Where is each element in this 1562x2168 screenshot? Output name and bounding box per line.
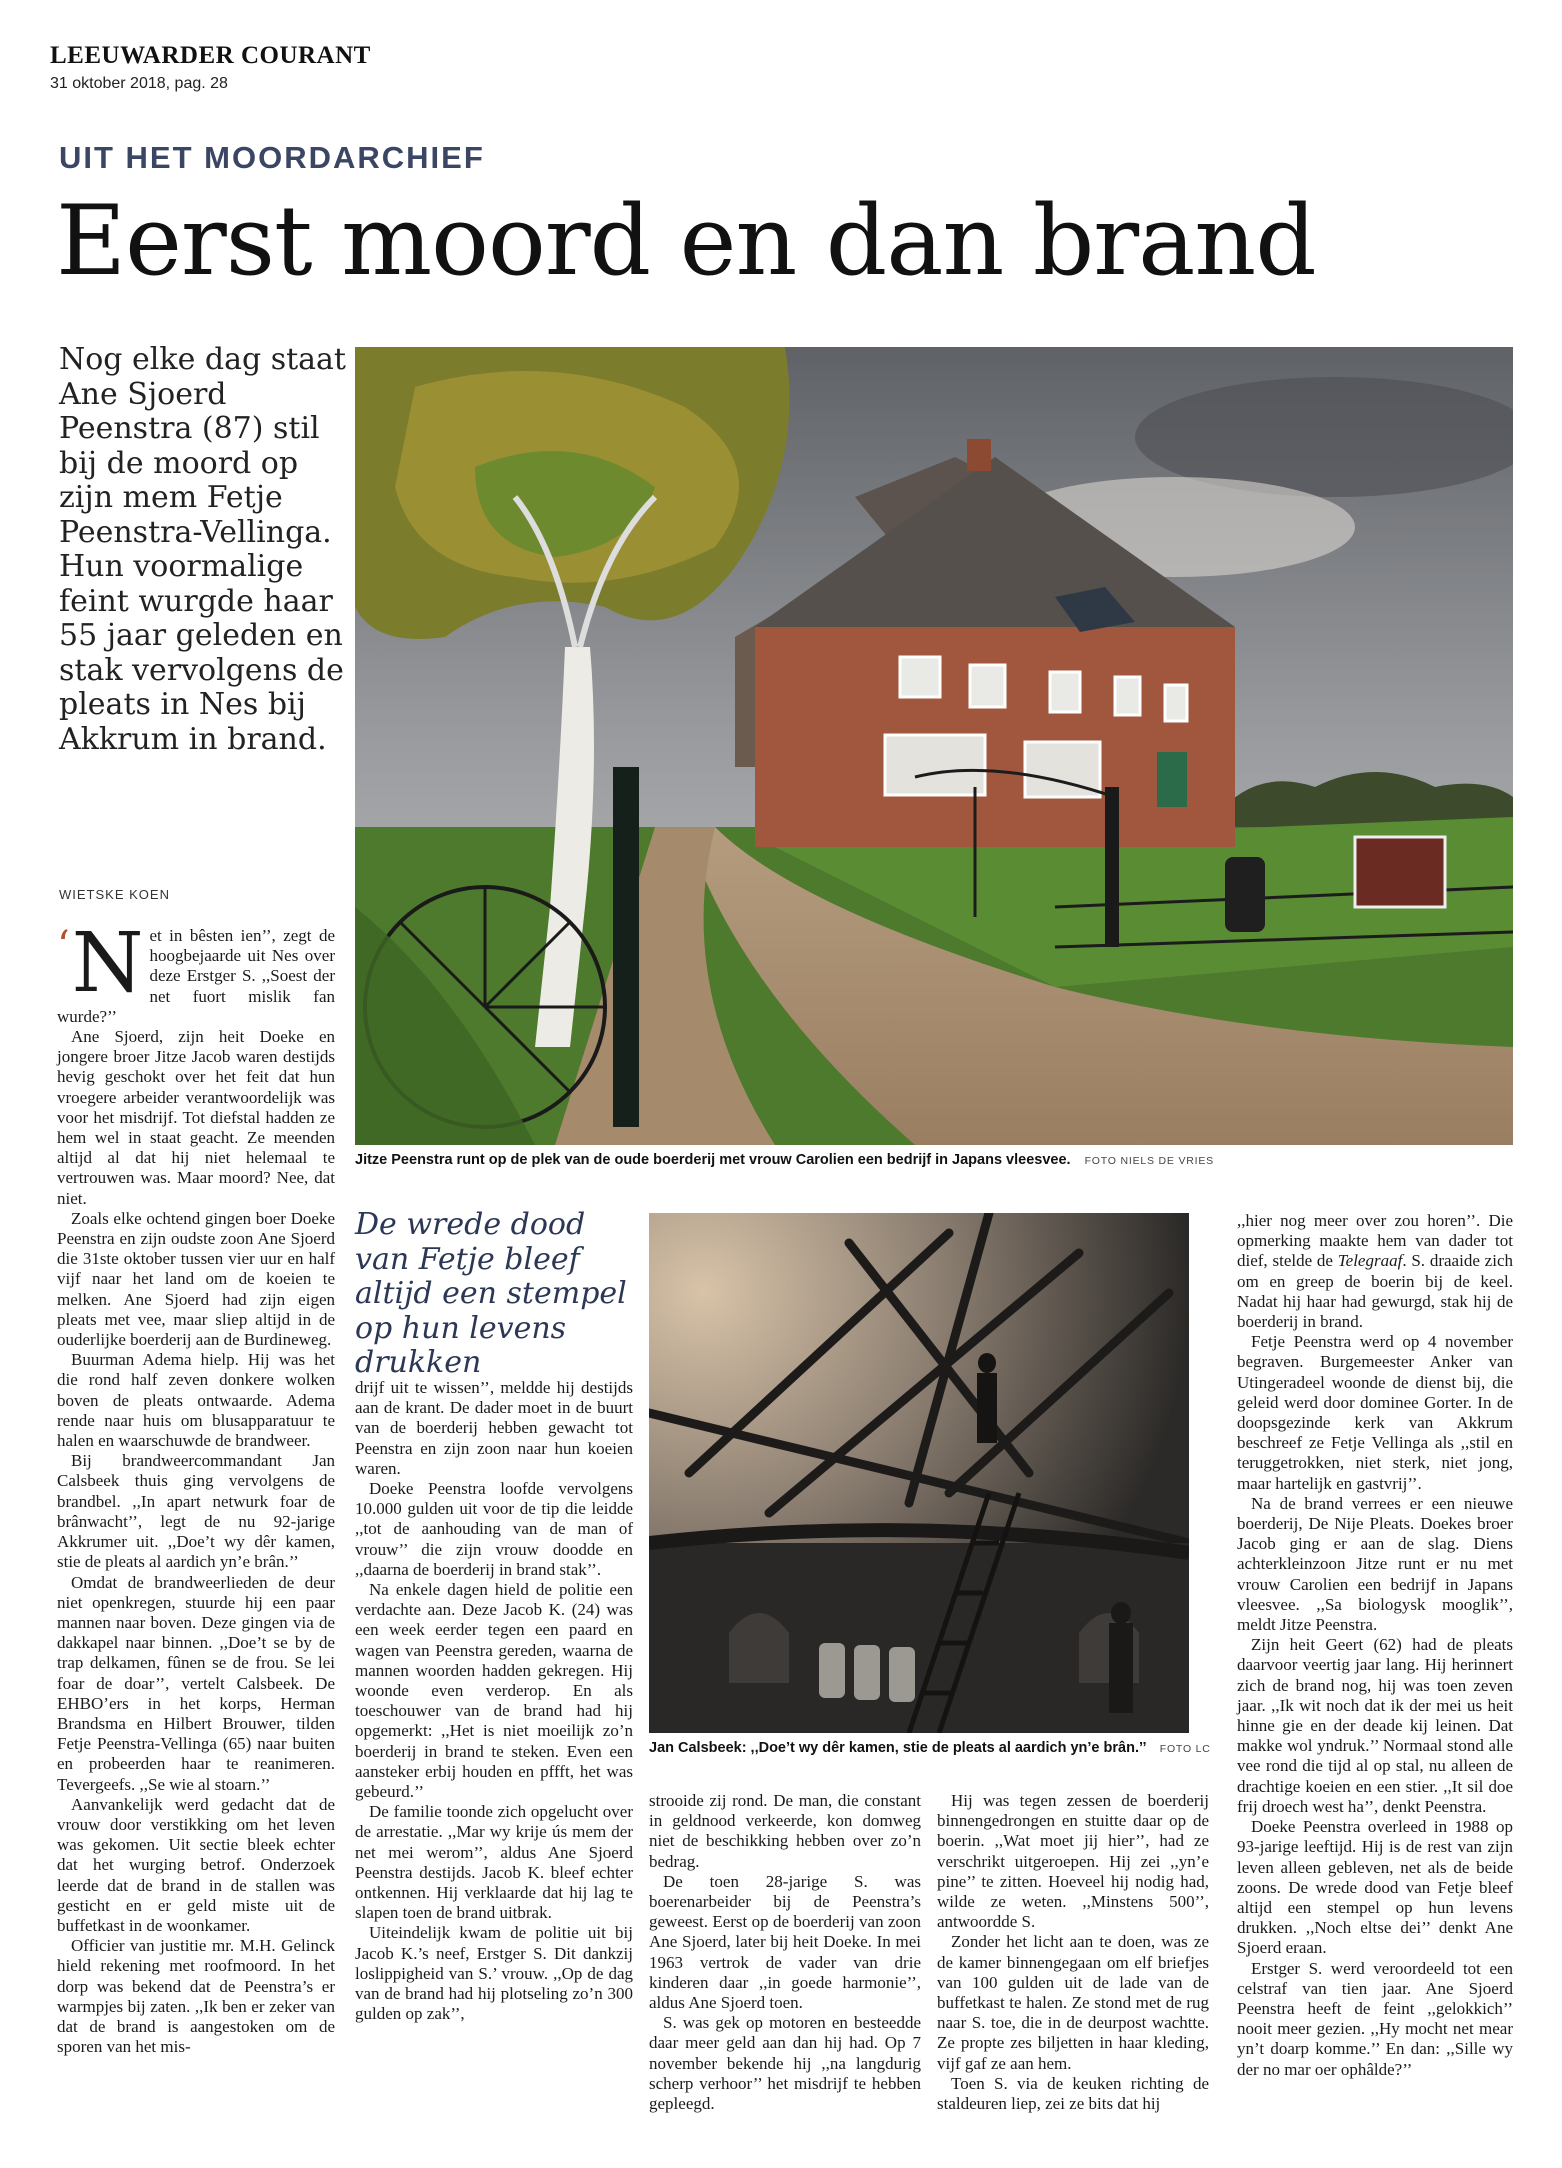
fire-archive-photo [649,1213,1189,1733]
paragraph: De toen 28-jarige S. was boerenarbeider bij de Peenstra’s geweest. Eerst op de boerderij van zoon Ane Sjoerd, later bij heit Doeke. In mei 1963 vertrok de vader van drie kinderen daar ,,in goede harmonie’’, aldus Ane Sjoerd toen. [649,1871,921,2013]
paragraph: Toen S. via de keuken richting de staldeuren liep, zei ze bits dat hij [937,2073,1209,2114]
photo1-caption [355,1152,1214,1168]
article-column-1 [57,916,335,2057]
article-intro: Nog elke dag staat Ane Sjoerd Peenstra (87) stil bij de moord op zijn mem Fetje Peenstra-Vellinga. Hun voormalige feint wurgde haar 55 jaar geleden en stak vervolgens de pleats in Nes bij Akkrum in brand. [59,342,346,757]
paragraph: Doeke Peenstra overleed in 1988 op 93-jarige leeftijd. Hij is de rest van zijn leven alleen gebleven, net als de beide zoons. De wrede dood van Fetje bleef altijd een stempel op hun levens drukken. ,,Noch eltse dei’’ denkt Ane Sjoerd eraan. [1237,1817,1513,1958]
paragraph: strooide zij rond. De man, die constant in geldnood verkeerde, kon domweg niet de beschikking hebben over zo’n bedrag. [649,1791,921,1871]
paragraph: Hij was tegen zessen de boerderij binnengedrongen en stuitte daar op de boerin. ,,Wat moet jij hier’’, had ze verschrikt uitgeroepen. Hij zei ,,yn’e pine’’ te zitten. Hoeveel hij nodig had, wilde ze weten. ,,Minstens 500’’, antwoordde S. [937,1791,1209,1932]
paragraph: Aanvankelijk werd gedacht dat de vrouw door verstikking om het leven was gekomen. Uit sectie bleek echter dat het wurging betrof. Onderzoek leerde dat de brand in de stallen was gesticht en er geld miste uit de buffetkast in de woonkamer. [57,1794,335,1935]
lead-text: et in bêsten ien’’, zegt de hoogbejaarde uit Nes over deze Erstger S. ,,Soest der net fuort mislik fan wurde?’’ [57,926,335,1026]
photo1-caption-text: Jitze Peenstra runt op de plek van de oude boerderij met vrouw Carolien een bedrijf in Japans vleesvee. [355,1152,1071,1168]
paragraph: Fetje Peenstra werd op 4 november begraven. Burgemeester Anker van Utingeradeel woonde de dienst bij, die geleid werd door dominee Gorter. In de doopsgezinde kerk van Akkrum beschreef ze Fetje Vellinga als ,,stil en teruggetrokken, niet sterk, niet jong, maar hartelijk en gastvrij’’. [1237,1332,1513,1493]
section-kicker: UIT HET MOORDARCHIEF [59,140,485,175]
text-run: . S. draaide zich om en greep de boerin bij de keel. Nadat hij haar had gewurgd, stak hij de boerderij in brand. [1237,1251,1513,1332]
article-column-4 [937,1791,1209,2114]
paragraph: S. was gek op motoren en besteedde daar meer geld aan dan hij had. Op 7 november bekende hij ,,na langdurig scherp verhoor’’ het misdrijf te hebben gepleegd. [649,2013,921,2114]
paragraph: Doeke Peenstra loofde vervolgens 10.000 gulden uit voor de tip die leidde ,,tot de aanhouding van de man of vrouw’’ die zijn vrouw doodde en ,,daarna de boerderij in brand stak’’. [355,1479,633,1579]
fire-illustration [649,1213,1189,1733]
paragraph: Omdat de brandweerlieden de deur niet openkregen, stuurde hij een paar mannen naar boven. Deze gingen via de dakkapel naar binnen. ,,Doe’t se by de trap delkamen, fûnen se de frou. Se lei foar de doar’’, vertelt Calsbeek. De EHBO’ers in het korps, Herman Brandsma en Hilbert Brouwer, tilden Fetje Peenstra-Vellinga (65) naar buiten en probeerden haar te reanimeren. Tevergeefs. ,,Se wie al stoarn.’’ [57,1572,335,1794]
photo2-caption-text: Jan Calsbeek: ,,Doe’t wy dêr kamen, stie de pleats al aardich yn’e brân.’’ [649,1740,1146,1756]
opening-quote-mark: ‘ [57,923,70,969]
paragraph [1237,1211,1513,1332]
photo2-caption [649,1740,1211,1756]
paragraph: Erstger S. werd veroordeeld tot een celstraf van tien jaar. Ane Sjoerd Peenstra heeft de feint ,,gelokkich’’ nooit meer gezien. ,,Hy mocht net mear yn’t doarp komme.’’ En dan: ,,Sille wy der no mar oer ophâlde?’’ [1237,1958,1513,2079]
lead-paragraph [57,916,335,1027]
article-column-5 [1237,1211,1513,2080]
paragraph: Zijn heit Geert (62) had de pleats daarvoor veertig jaar lang. Hij herinnert zich de brand nog, hij was toen zeven jaar. ,,Ik wit noch dat ik der mei us heit hinne gie en der deade kij leinen. Dat makke wol yndruk.’’ Normaal stond alle vee rond die tijd al op stal, nu alleen de drachtige koeien en een stier. ,,It sil doe frij droech west ha’’, denkt Peenstra. [1237,1635,1513,1816]
publication-date: 31 oktober 2018, pag. 28 [50,75,228,92]
farmhouse-photo [355,347,1513,1145]
paragraph: drijf uit te wissen’’, meldde hij destijds aan de krant. De dader moet in de buurt van de boerderij hebben gewacht tot Peenstra en zijn zoon naar hun koeien waren. [355,1378,633,1478]
paragraph: Officier van justitie mr. M.H. Gelinck hield rekening met roofmoord. In het dorp was bekend dat de Peenstra’s er warmpjes bij zaten. ,,Ik ben er zeker van dat de brand is aangestoken om de sporen van het mis- [57,1936,335,2057]
photo2-credit: FOTO LC [1159,1743,1211,1755]
paragraph: De familie toonde zich opgelucht over de arrestatie. ,,Mar wy krije ús mem der net mei werom’’, aldus Ane Sjoerd Peenstra destijds. Jacob K. bleef echter ontkennen. Hij verklaarde dat hij lag te slapen toen de brand uitbrak. [355,1802,633,1923]
pull-quote: De wrede dood van Fetje bleef altijd een stempel op hun levens drukken [355,1207,627,1380]
text-run: ,,hier nog meer over zou horen’’. Die opmerking maakte hem van dader tot dief, stelde de [1237,1211,1513,1271]
article-headline: Eerst moord en dan brand [56,185,1316,297]
article-column-2 [355,1378,633,2025]
paragraph: Buurman Adema hielp. Hij was het die rond half zeven donkere wolken boven de pleats ontwaarde. Adema rende naar huis om blusapparatuur te halen en waarschuwde de brandweer. [57,1350,335,1451]
paragraph: Na enkele dagen hield de politie een verdachte aan. Deze Jacob K. (24) was een week eerder tegen een paard en wagen van Peenstra gereden, waarna de mannen woorden hadden gekregen. Hij woonde even verderop. En als toeschouwer van de brand had hij opgemerkt: ,,Het is niet moeilijk zo’n boerderij in brand te steken. Even een aansteker erbij houden en pffft, het was gebeurd.’’ [355,1580,633,1802]
paragraph: Ane Sjoerd, zijn heit Doeke en jongere broer Jitze Jacob waren destijds hevig geschokt over het feit dat hun vroegere arbeider verantwoordelijk was voor het misdrijf. Tot diefstal hadden ze hem wel in staat geacht. Ze meenden altijd al dat hij niet helemaal te vertrouwen was. Maar moord? Nee, dat niet. [57,1027,335,1208]
masthead-title: LEEUWARDER COURANT [50,42,371,69]
farmhouse-illustration [355,347,1513,1145]
photo1-credit: FOTO NIELS DE VRIES [1084,1155,1214,1167]
newspaper-name: Telegraaf [1337,1251,1403,1271]
paragraph: Bij brandweercommandant Jan Calsbeek thuis ging vervolgens de brandbel. ,,In apart netwurk foar de brânwacht’’, legt de nu 92-jarige Akkrumer uit. ,,Doe’t wy dêr kamen, stie de pleats al aardich yn’e brân.’’ [57,1451,335,1572]
byline: WIETSKE KOEN [59,887,170,902]
paragraph: Zonder het licht aan te doen, was ze de kamer binnengegaan om elf briefjes van 100 gulden uit de lade van de buffetkast te halen. Ze stond met de rug naar S. toe, die in de deurpost wachtte. Ze propte zes biljetten in haar kleding, vijf gaf ze aan hem. [937,1932,1209,2073]
paragraph: Zoals elke ochtend gingen boer Doeke Peenstra en zijn oudste zoon Ane Sjoerd die 31ste oktober tussen vier uur en half vijf naar het land om de koeien te melken. Ane Sjoerd had zijn eigen pleats met vee, maar sliep altijd in de ouderlijke boerderij aan de Burdineweg. [57,1208,335,1350]
article-column-3 [649,1791,921,2114]
paragraph: Na de brand verrees er een nieuwe boerderij, De Nije Pleats. Doekes broer Jacob ging er aan de slag. Diens achterkleinzoon Jitze runt er nu met vrouw Carolien een bedrijf in Japans vleesvee. ,,Sa biologysk mooglik’’, meldt Jitze Peenstra. [1237,1493,1513,1635]
paragraph: Uiteindelijk kwam de politie uit bij Jacob K.’s neef, Erstger S. Dit dankzij loslippigheid van S.’ vrouw. ,,Op de dag van de brand had hij plotseling zo’n 300 gulden op zak’’, [355,1923,633,2024]
drop-cap: N [71,916,144,1011]
